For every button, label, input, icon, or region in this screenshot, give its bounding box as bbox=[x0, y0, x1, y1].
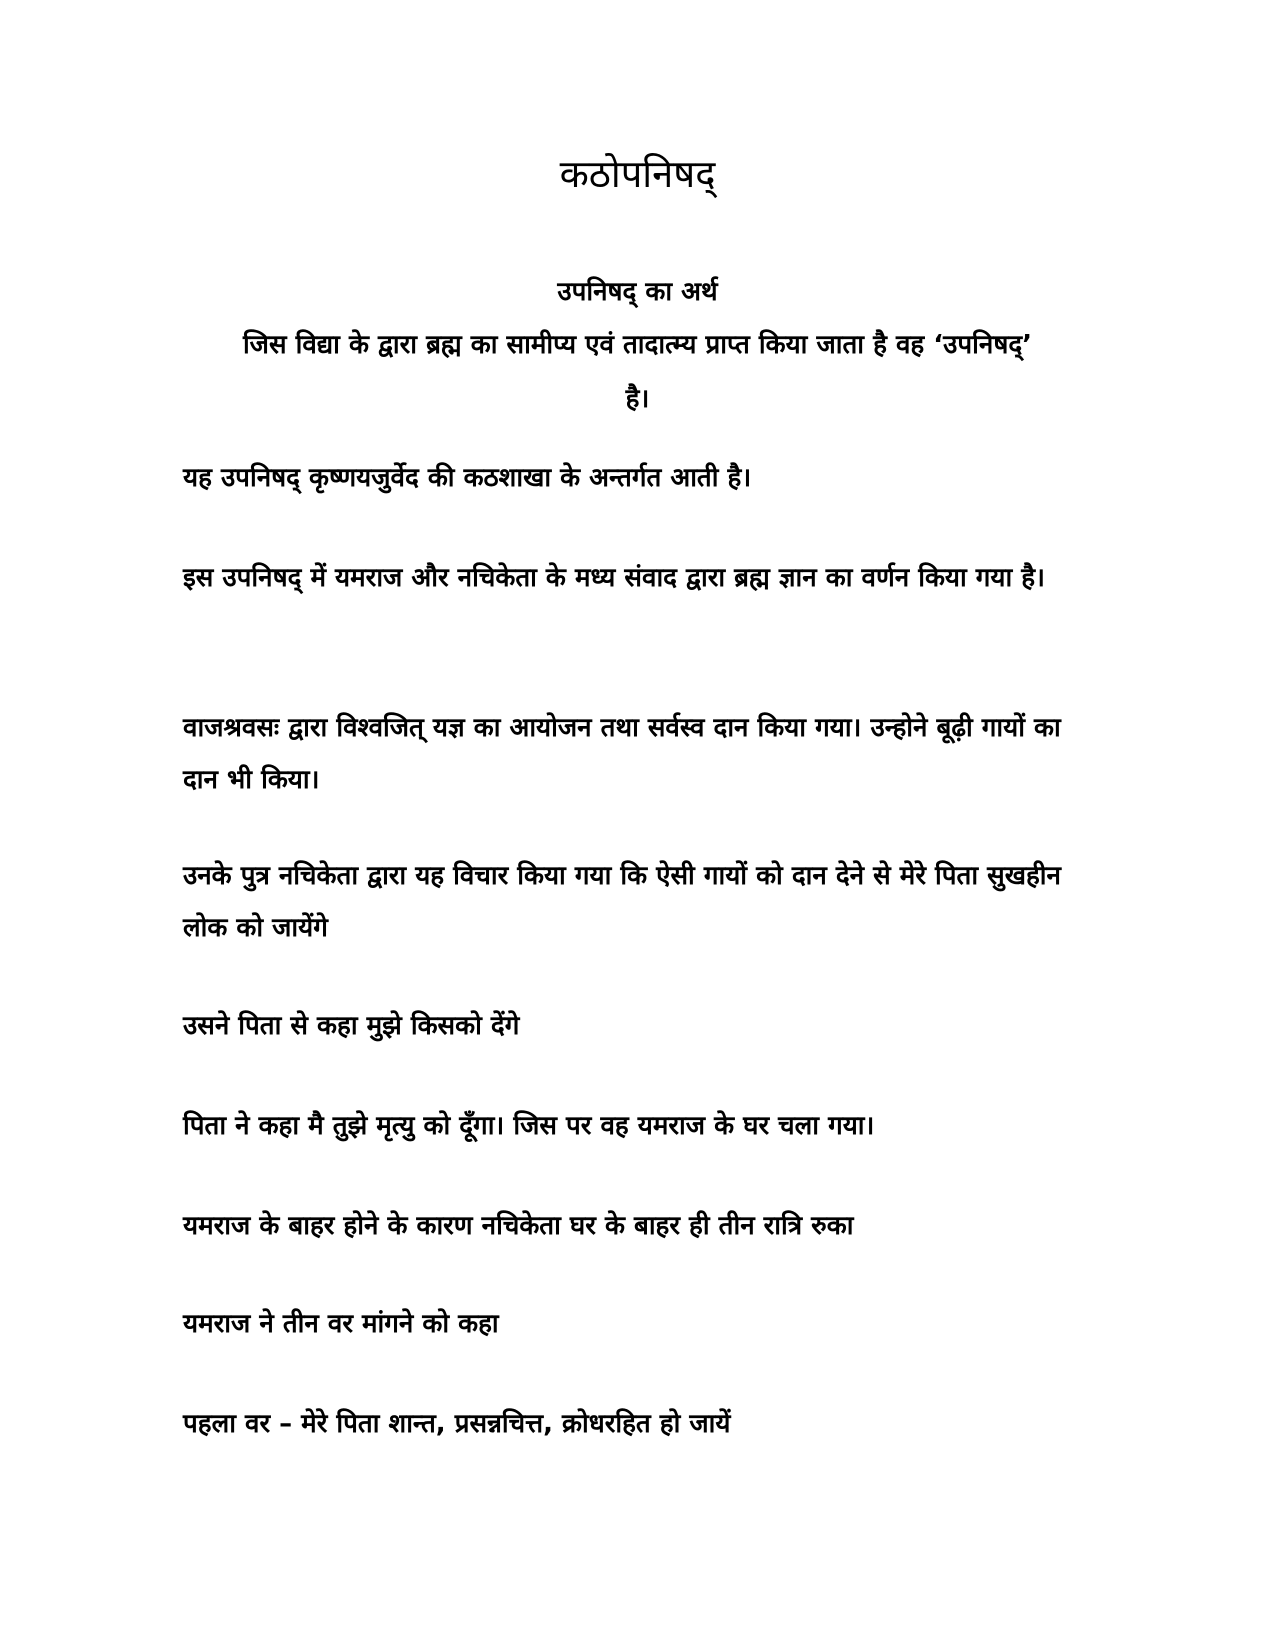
paragraph-8: यमराज ने तीन वर मांगने को कहा bbox=[183, 1309, 499, 1339]
paragraph-4: उनके पुत्र नचिकेता द्वारा यह विचार किया गया कि ऐसी गायों को दान देने से मेरे पिता सुखहीन लोक को जायेंगे bbox=[183, 861, 1061, 943]
paragraph-7: यमराज के बाहर होने के कारण नचिकेता घर के बाहर ही तीन रात्रि रुका bbox=[183, 1211, 854, 1241]
paragraph-3: वाजश्रवसः द्वारा विश्वजित् यज्ञ का आयोजन तथा सर्वस्व दान किया गया। उन्होने बूढ़ी गायों का दान भी किया। bbox=[183, 713, 1061, 795]
definition-text: जिस विद्या के द्वारा ब्रह्म का सामीप्य एवं तादात्म्य प्राप्त किया जाता है वह ‘उपनिषद्’ है। bbox=[242, 330, 1033, 414]
paragraph-5: उसने पिता से कहा मुझे किसको देंगे bbox=[183, 1011, 520, 1041]
paragraph-1: यह उपनिषद् कृष्णयजुर्वेद की कठशाखा के अन्तर्गत आती है। bbox=[183, 463, 752, 493]
paragraph-9: पहला वर – मेरे पिता शान्त, प्रसन्नचित्त, क्रोधरहित हो जायें bbox=[183, 1409, 731, 1439]
document-title: कठोपनिषद् bbox=[559, 152, 716, 196]
section-subtitle: उपनिषद् का अर्थ bbox=[557, 277, 718, 307]
paragraph-2: इस उपनिषद् में यमराज और नचिकेता के मध्य संवाद द्वारा ब्रह्म ज्ञान का वर्णन किया गया है। bbox=[183, 563, 1045, 593]
paragraph-6: पिता ने कहा मै तुझे मृत्यु को दूँगा। जिस पर वह यमराज के घर चला गया। bbox=[183, 1111, 875, 1141]
